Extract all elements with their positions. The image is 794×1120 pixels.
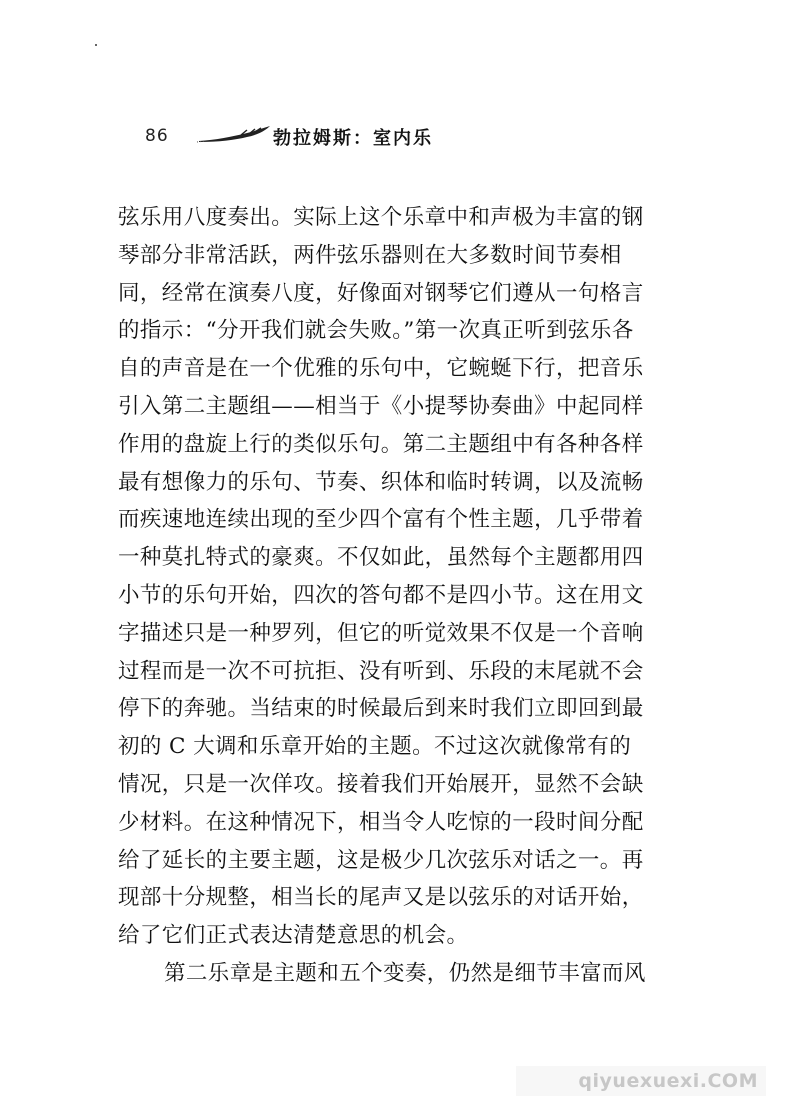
running-title: 勃拉姆斯：室内乐 [273, 128, 433, 149]
text-line: 情况，只是一次佯攻。接着我们开始展开，显然不会缺 [118, 771, 644, 797]
text-line: 自的声音是在一个优雅的乐句中，它蜿蜒下行，把音乐 [118, 356, 644, 382]
body-text [118, 199, 688, 993]
text-line: 给了它们正式表达清楚意思的机会。 [118, 923, 469, 949]
text-line: 最有想像力的乐句、节奏、织体和临时转调，以及流畅 [118, 469, 644, 495]
text-line: 停下的奔驰。当结束的时候最后到来时我们立即回到最 [118, 696, 644, 722]
watermark-text: qiyuexuexi.COM [578, 1070, 758, 1092]
text-line: 同，经常在演奏八度，好像面对钢琴它们遵从一句格言 [118, 280, 644, 306]
text-line: 而疾速地连续出现的至少四个富有个性主题，几乎带着 [118, 507, 644, 533]
text-line: 给了延长的主要主题，这是极少几次弦乐对话之一。再 [118, 847, 644, 873]
scan-speck [95, 44, 97, 46]
page-header [145, 122, 545, 152]
text-line: 字描述只是一种罗列，但它的听觉效果不仅是一个音响 [118, 620, 644, 646]
text-line: 现部十分规整，相当长的尾声又是以弦乐的对话开始， [118, 885, 644, 911]
text-line: 作用的盘旋上行的类似乐句。第二主题组中有各种各样 [118, 431, 644, 457]
watermark [516, 1066, 766, 1096]
page-number: 86 [145, 126, 169, 146]
text-line: 的指示：“分开我们就会失败。”第一次真正听到弦乐各 [118, 318, 634, 344]
text-line: 少材料。在这种情况下，相当令人吃惊的一段时间分配 [118, 809, 644, 835]
text-line: 引入第二主题组——相当于《小提琴协奏曲》中起同样 [118, 393, 644, 419]
text-line-indented: 第二乐章是主题和五个变奏，仍然是细节丰富而风 [164, 960, 646, 986]
text-line: 小节的乐句开始，四次的答句都不是四小节。这在用文 [118, 582, 644, 608]
text-line: 琴部分非常活跃，两件弦乐器则在大多数时间节奏相 [118, 242, 622, 268]
quill-icon [195, 124, 273, 146]
text-line: 一种莫扎特式的豪爽。不仅如此，虽然每个主题都用四 [118, 545, 644, 571]
text-line: 过程而是一次不可抗拒、没有听到、乐段的末尾就不会 [118, 658, 644, 684]
text-line: 初的 C 大调和乐章开始的主题。不过这次就像常有的 [118, 734, 632, 760]
text-line: 弦乐用八度奏出。实际上这个乐章中和声极为丰富的钢 [118, 205, 644, 230]
